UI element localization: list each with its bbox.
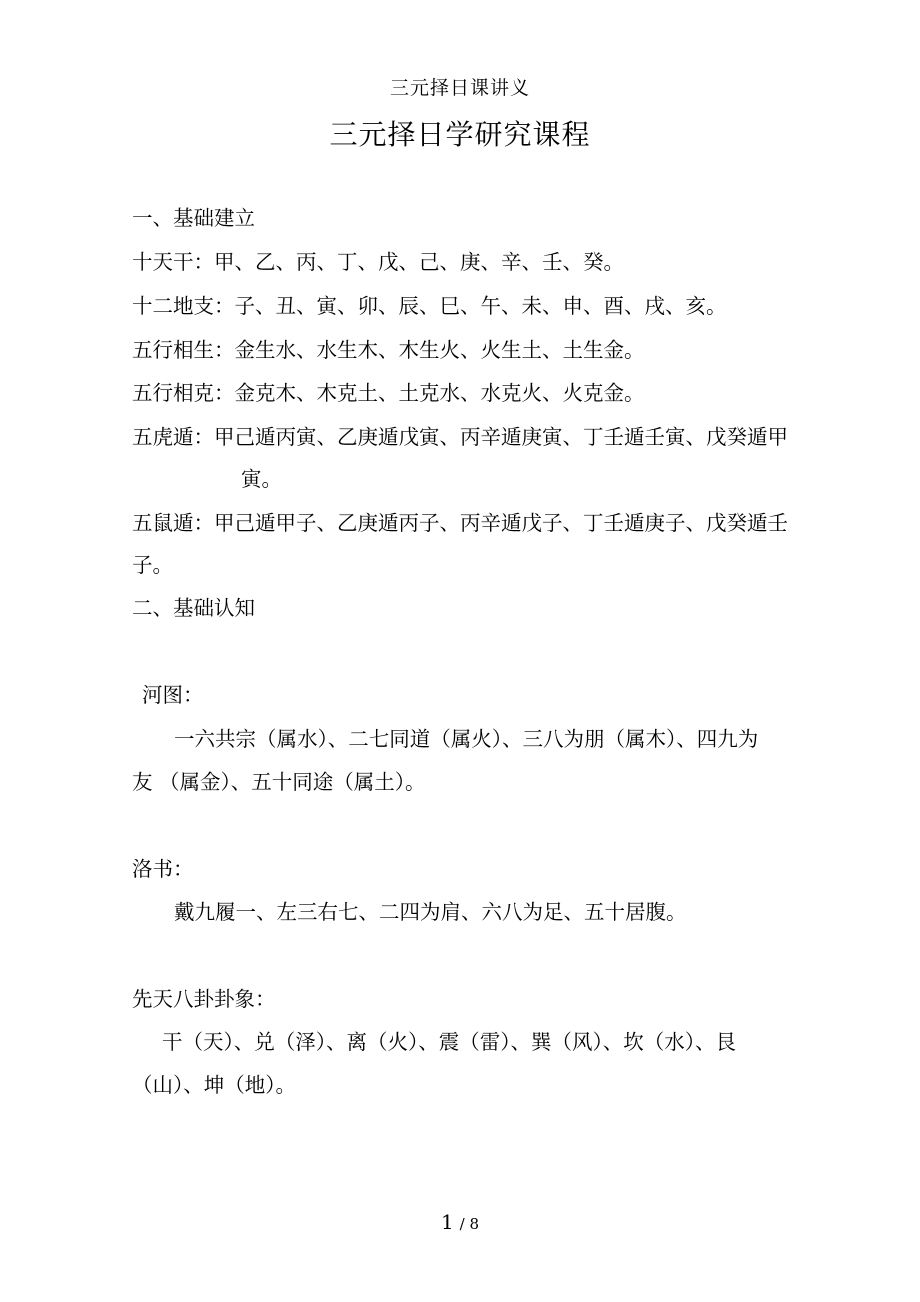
text-line: 五行相克：金克木、木克土、土克水、水克火、火克金。 — [132, 381, 645, 405]
section-heading-cognition: 二、基础认知 — [132, 596, 255, 620]
text-line: 一六共宗（属水）、二七同道（属火）、三八为朋（属木）、四九为 — [174, 727, 759, 751]
text-line: 五鼠遁：甲己遁甲子、乙庚遁丙子、丙辛遁戊子、丁壬遁庚子、戊癸遁壬 — [132, 511, 788, 535]
subheading-hetu: 河图： — [142, 683, 204, 707]
text-line: 五虎遁：甲己遁丙寅、乙庚遁戊寅、丙辛遁庚寅、丁壬遁壬寅、戊癸遁甲 — [132, 425, 788, 449]
text-line: 子。 — [132, 553, 173, 577]
page-title: 三元择日学研究课程 — [329, 118, 591, 151]
text-line: 友 （属金）、五十同途（属土）。 — [132, 770, 426, 794]
current-page: 1 — [440, 1210, 454, 1234]
total-pages: / 8 — [459, 1215, 480, 1233]
text-line: （山）、坤（地）。 — [132, 1073, 296, 1097]
text-line: 五行相生：金生水、水生木、木生火、火生土、土生金。 — [132, 338, 645, 362]
subheading-luoshu: 洛书： — [132, 857, 194, 881]
text-line: 十二地支：子、丑、寅、卯、辰、巳、午、未、申、酉、戌、亥。 — [132, 294, 727, 318]
page-number — [0, 1210, 920, 1234]
section-heading-basics: 一、基础建立 — [132, 206, 255, 230]
text-line: 戴九履一、左三右七、二四为肩、六八为足、五十居腹。 — [174, 900, 687, 924]
subheading-bagua: 先天八卦卦象： — [132, 987, 276, 1011]
text-line: 寅。 — [241, 467, 282, 491]
page-header: 三元择日课讲义 — [389, 77, 530, 99]
text-line: 干（天）、兑（泽）、离（火）、震（雷）、巽（风）、坎（水）、艮 — [162, 1030, 736, 1054]
text-line: 十天干：甲、乙、丙、丁、戊、己、庚、辛、壬、癸。 — [132, 250, 624, 274]
